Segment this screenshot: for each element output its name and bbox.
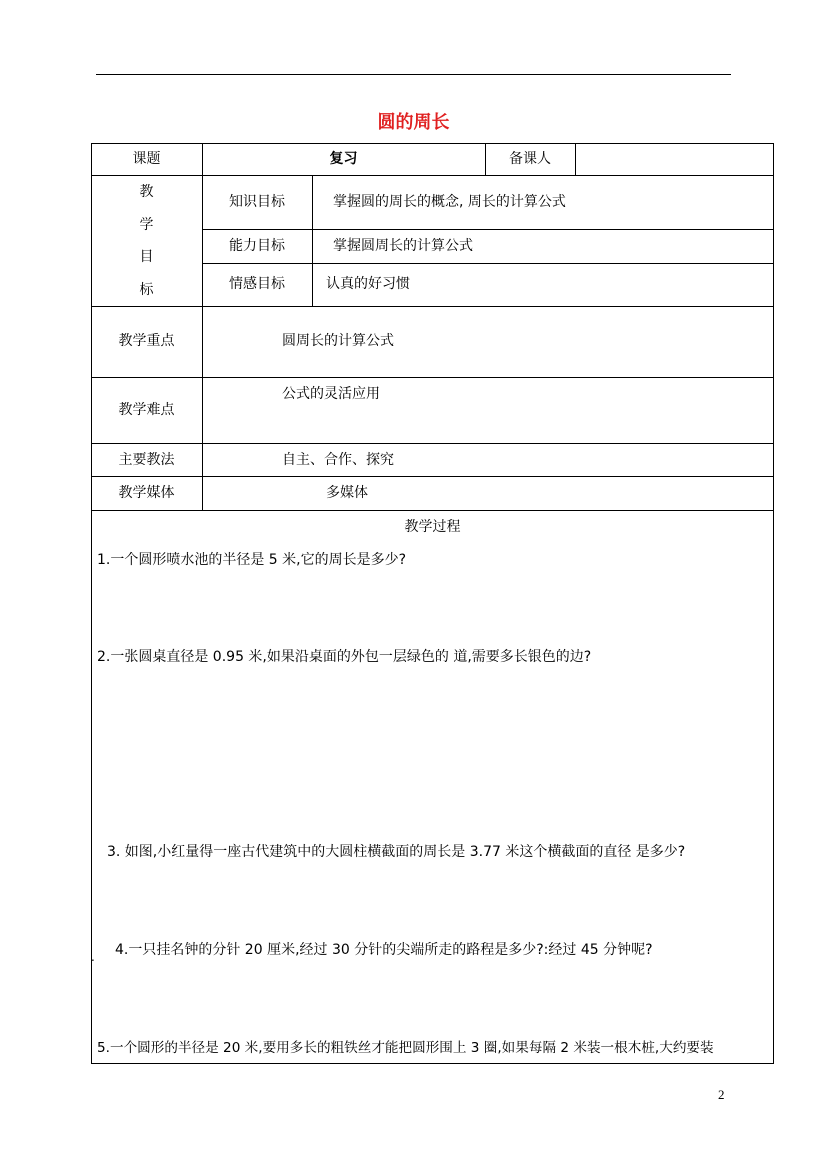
row-divider: [91, 306, 774, 307]
row-divider: [91, 175, 774, 176]
question-5: 5.一个圆形的半径是 20 米,要用多长的粗铁丝才能把圆形围上 3 圈,如果每隔 2 米装一根木桩,大约要装: [97, 1040, 714, 1056]
process-heading: 教学过程: [404, 519, 461, 535]
question-1: 1.一个圆形喷水池的半径是 5 米,它的周长是多少?: [97, 552, 407, 568]
emotion-objective-value: 认真的好习惯: [326, 276, 410, 292]
question-3: 3. 如图,小红量得一座古代建筑中的大圆柱横截面的周长是 3.77 米这个横截面的直径 是多少?: [107, 844, 686, 860]
row-divider: [91, 476, 774, 477]
media-label: 教学媒体: [118, 485, 175, 501]
row-divider: [202, 229, 774, 230]
question-2: 2.一张圆桌直径是 0.95 米,如果沿桌面的外包一层绿色的 道,需要多长银色的边?: [97, 649, 592, 665]
method-label: 主要教法: [118, 452, 175, 468]
question-4: 4.一只挂名钟的分针 20 厘米,经过 30 分针的尖端所走的路程是多少?:经过 45 分钟呢?: [115, 942, 653, 958]
method-value: 自主、合作、探究: [282, 452, 394, 468]
media-value: 多媒体: [326, 485, 368, 501]
row-divider: [91, 443, 774, 444]
lesson-label: 课题: [132, 151, 161, 167]
col-divider: [575, 143, 576, 175]
lesson-value: 复习: [329, 151, 358, 167]
knowledge-objective-value: 掌握圆的周长的概念, 周长的计算公式: [333, 194, 566, 210]
emotion-objective-label: 情感目标: [229, 276, 285, 292]
objectives-label-char: 学: [139, 217, 154, 233]
page-title: 圆的周长: [377, 112, 450, 133]
knowledge-objective-label: 知识目标: [229, 194, 285, 210]
difficulty-value: 公式的灵活应用: [282, 386, 380, 402]
ability-objective-label: 能力目标: [229, 238, 285, 254]
key-point-label: 教学重点: [118, 333, 175, 349]
row-divider: [91, 377, 774, 378]
objectives-label-char: 目: [139, 249, 154, 265]
stray-dot: .: [91, 950, 95, 964]
col-divider: [312, 175, 313, 306]
row-divider: [91, 510, 774, 511]
objectives-label-char: 标: [139, 282, 154, 298]
preparer-label: 备课人: [509, 151, 551, 167]
difficulty-label: 教学难点: [118, 402, 175, 418]
page-number: 2: [718, 1087, 725, 1102]
header-rule: [96, 74, 731, 75]
row-divider: [202, 263, 774, 264]
objectives-label-char: 教: [139, 184, 154, 200]
key-point-value: 圆周长的计算公式: [282, 333, 394, 349]
ability-objective-value: 掌握圆周长的计算公式: [333, 238, 473, 254]
